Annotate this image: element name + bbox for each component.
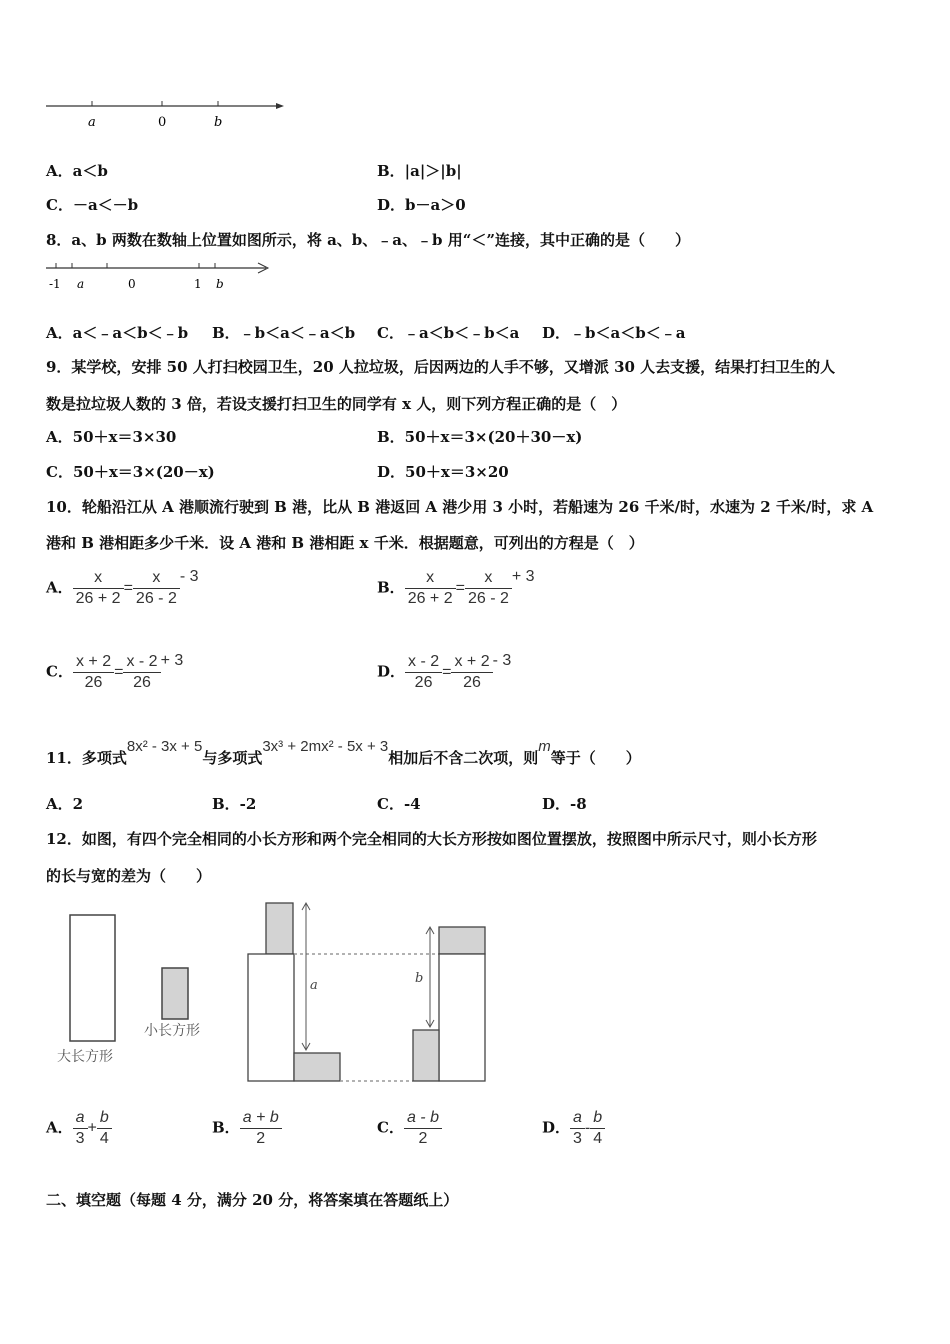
- math-expression: 3x³ + 2mx² - 5x + 3: [262, 738, 389, 755]
- option-a[interactable]: A．a＜b: [46, 162, 108, 180]
- equals: =: [442, 663, 452, 681]
- option-c[interactable]: C．－a＜－b: [46, 196, 139, 214]
- fraction: [123, 652, 160, 693]
- fraction: [404, 1108, 442, 1149]
- denominator: 26 - 2: [135, 590, 177, 607]
- small-rect-label: 小长方形: [144, 1023, 200, 1039]
- option-d[interactable]: D．-8: [542, 795, 587, 813]
- rectangles-figure: [40, 890, 510, 1090]
- denominator: 26 + 2: [407, 590, 453, 607]
- option-c[interactable]: C．﹣a＜b＜﹣b＜a: [377, 324, 520, 342]
- stem-text: 与多项式: [202, 749, 263, 767]
- tail: + 3: [511, 567, 535, 585]
- option-b[interactable]: [212, 1108, 282, 1149]
- math-expression: 8x² - 3x + 5: [126, 738, 203, 755]
- axis-label: 0: [128, 277, 136, 291]
- fraction: [240, 1108, 282, 1149]
- fraction: [451, 652, 492, 693]
- option-c[interactable]: [377, 1108, 442, 1149]
- numerator: b: [590, 1108, 605, 1129]
- option-label: A．: [46, 578, 73, 597]
- axis-label: b: [216, 277, 224, 291]
- math-variable: m: [538, 738, 551, 755]
- section-heading: 二、填空题（每题 4 分，满分 20 分，将答案填在答题纸上）: [46, 1191, 459, 1209]
- option-label: B．: [377, 578, 405, 597]
- fraction: [73, 568, 124, 609]
- question-10-line1: 10．轮船沿江从 A 港顺流行驶到 B 港，比从 B 港返回 A 港少用 3 小时，若船速为 26 千米/时，水速为 2 千米/时，求 A: [46, 498, 874, 516]
- option-a[interactable]: A．a＜﹣a＜b＜﹣b: [46, 324, 189, 342]
- numerator: x: [133, 568, 180, 589]
- option-label: D．: [542, 1118, 571, 1137]
- numerator: x: [73, 568, 124, 589]
- fraction: [73, 652, 114, 693]
- numerator: a + b: [240, 1108, 282, 1129]
- operator: -: [584, 1119, 591, 1137]
- option-label: A．: [46, 1118, 73, 1137]
- option-label: C．: [46, 662, 73, 681]
- stem-text: 相加后不含二次项，则: [388, 749, 539, 767]
- fraction: [405, 568, 456, 609]
- axis-label: 1: [194, 277, 202, 291]
- option-a[interactable]: A．2: [46, 795, 84, 813]
- dimension-a-label: a: [310, 978, 318, 993]
- axis-label: -1: [49, 277, 61, 291]
- equals: =: [455, 579, 465, 597]
- question-11-stem: [46, 738, 641, 769]
- numerator: a: [73, 1108, 88, 1129]
- tail: - 3: [179, 567, 199, 585]
- option-a[interactable]: [46, 568, 199, 609]
- fraction: [73, 1108, 88, 1149]
- question-9-line1: 9．某学校，安排 50 人打扫校园卫生，20 人拉垃圾，后因两边的人手不够，又增派 30 人去支援，结果打扫卫生的人: [46, 358, 836, 376]
- numerator: x - 2: [405, 652, 442, 673]
- denominator: 4: [593, 1130, 603, 1147]
- numerator: b: [97, 1108, 112, 1129]
- stem-text: 11．多项式: [46, 749, 127, 767]
- number-line-q7: [44, 96, 289, 132]
- equals: =: [123, 579, 133, 597]
- numerator: x: [465, 568, 512, 589]
- equals: =: [114, 663, 124, 681]
- denominator: 2: [256, 1130, 266, 1147]
- numerator: a: [570, 1108, 585, 1129]
- option-d[interactable]: [542, 1108, 605, 1149]
- fraction: [590, 1108, 605, 1149]
- numerator: x: [405, 568, 456, 589]
- axis-label: b: [214, 115, 223, 130]
- option-b[interactable]: B．|a|＞|b|: [377, 162, 462, 180]
- option-label: C．: [377, 1118, 404, 1137]
- fraction: [570, 1108, 585, 1149]
- stem-text: 等于（ ）: [550, 749, 641, 767]
- denominator: 26: [84, 674, 103, 691]
- option-d[interactable]: D．50＋x＝3×20: [377, 463, 509, 481]
- operator: +: [87, 1119, 97, 1137]
- option-b[interactable]: B．-2: [212, 795, 257, 813]
- option-b[interactable]: [377, 568, 535, 609]
- question-8-stem: 8．a、b 两数在数轴上位置如图所示，将 a、b、﹣a、﹣b 用“＜”连接，其中正确的是（ ）: [46, 231, 690, 249]
- denominator: 3: [75, 1130, 85, 1147]
- fraction: [465, 568, 512, 609]
- fraction: [97, 1108, 112, 1149]
- option-a[interactable]: [46, 1108, 112, 1149]
- denominator: 26 - 2: [467, 590, 509, 607]
- option-label: B．: [212, 1118, 240, 1137]
- tail: - 3: [492, 651, 512, 669]
- option-c[interactable]: C．-4: [377, 795, 421, 813]
- axis-label: a: [88, 115, 96, 130]
- axis-label: a: [77, 277, 85, 291]
- option-c[interactable]: C．50＋x＝3×(20－x): [46, 463, 215, 481]
- option-d[interactable]: D．﹣b＜a＜b＜﹣a: [542, 324, 686, 342]
- numerator: a - b: [404, 1108, 442, 1129]
- numerator: x + 2: [451, 652, 492, 673]
- question-12-line1: 12．如图，有四个完全相同的小长方形和两个完全相同的大长方形按如图位置摆放，按照图中所示尺寸，则小长方形: [46, 830, 817, 848]
- denominator: 3: [573, 1130, 582, 1147]
- option-b[interactable]: B．50＋x＝3×(20＋30－x): [377, 428, 583, 446]
- option-d[interactable]: [377, 652, 511, 693]
- option-label: D．: [377, 662, 406, 681]
- fraction: [405, 652, 442, 693]
- denominator: 4: [99, 1130, 109, 1147]
- numerator: x - 2: [123, 652, 160, 673]
- option-d[interactable]: D．b－a＞0: [377, 196, 466, 214]
- question-10-line2: 港和 B 港相距多少千米．设 A 港和 B 港相距 x 千米．根据题意，可列出的方程是（ ）: [46, 534, 644, 552]
- option-a[interactable]: A．50＋x＝3×30: [46, 428, 177, 446]
- axis-label: 0: [158, 115, 167, 130]
- denominator: 26: [133, 674, 151, 691]
- dimension-b-label: b: [415, 971, 424, 986]
- question-9-line2: 数是拉垃圾人数的 3 倍，若设支援打扫卫生的同学有 x 人，则下列方程正确的是（ ）: [46, 395, 627, 413]
- numerator: x + 2: [73, 652, 114, 673]
- question-12-line2: 的长与宽的差为（ ）: [46, 867, 212, 885]
- option-c[interactable]: [46, 652, 183, 693]
- big-rect-label: 大长方形: [57, 1049, 113, 1065]
- fraction: [133, 568, 180, 609]
- denominator: 26: [414, 674, 433, 691]
- denominator: 26: [463, 674, 481, 691]
- denominator: 2: [418, 1130, 428, 1147]
- number-line-q8: [44, 258, 274, 294]
- option-b[interactable]: B．﹣b＜a＜﹣a＜b: [212, 324, 356, 342]
- denominator: 26 + 2: [75, 590, 121, 607]
- tail: + 3: [160, 651, 184, 669]
